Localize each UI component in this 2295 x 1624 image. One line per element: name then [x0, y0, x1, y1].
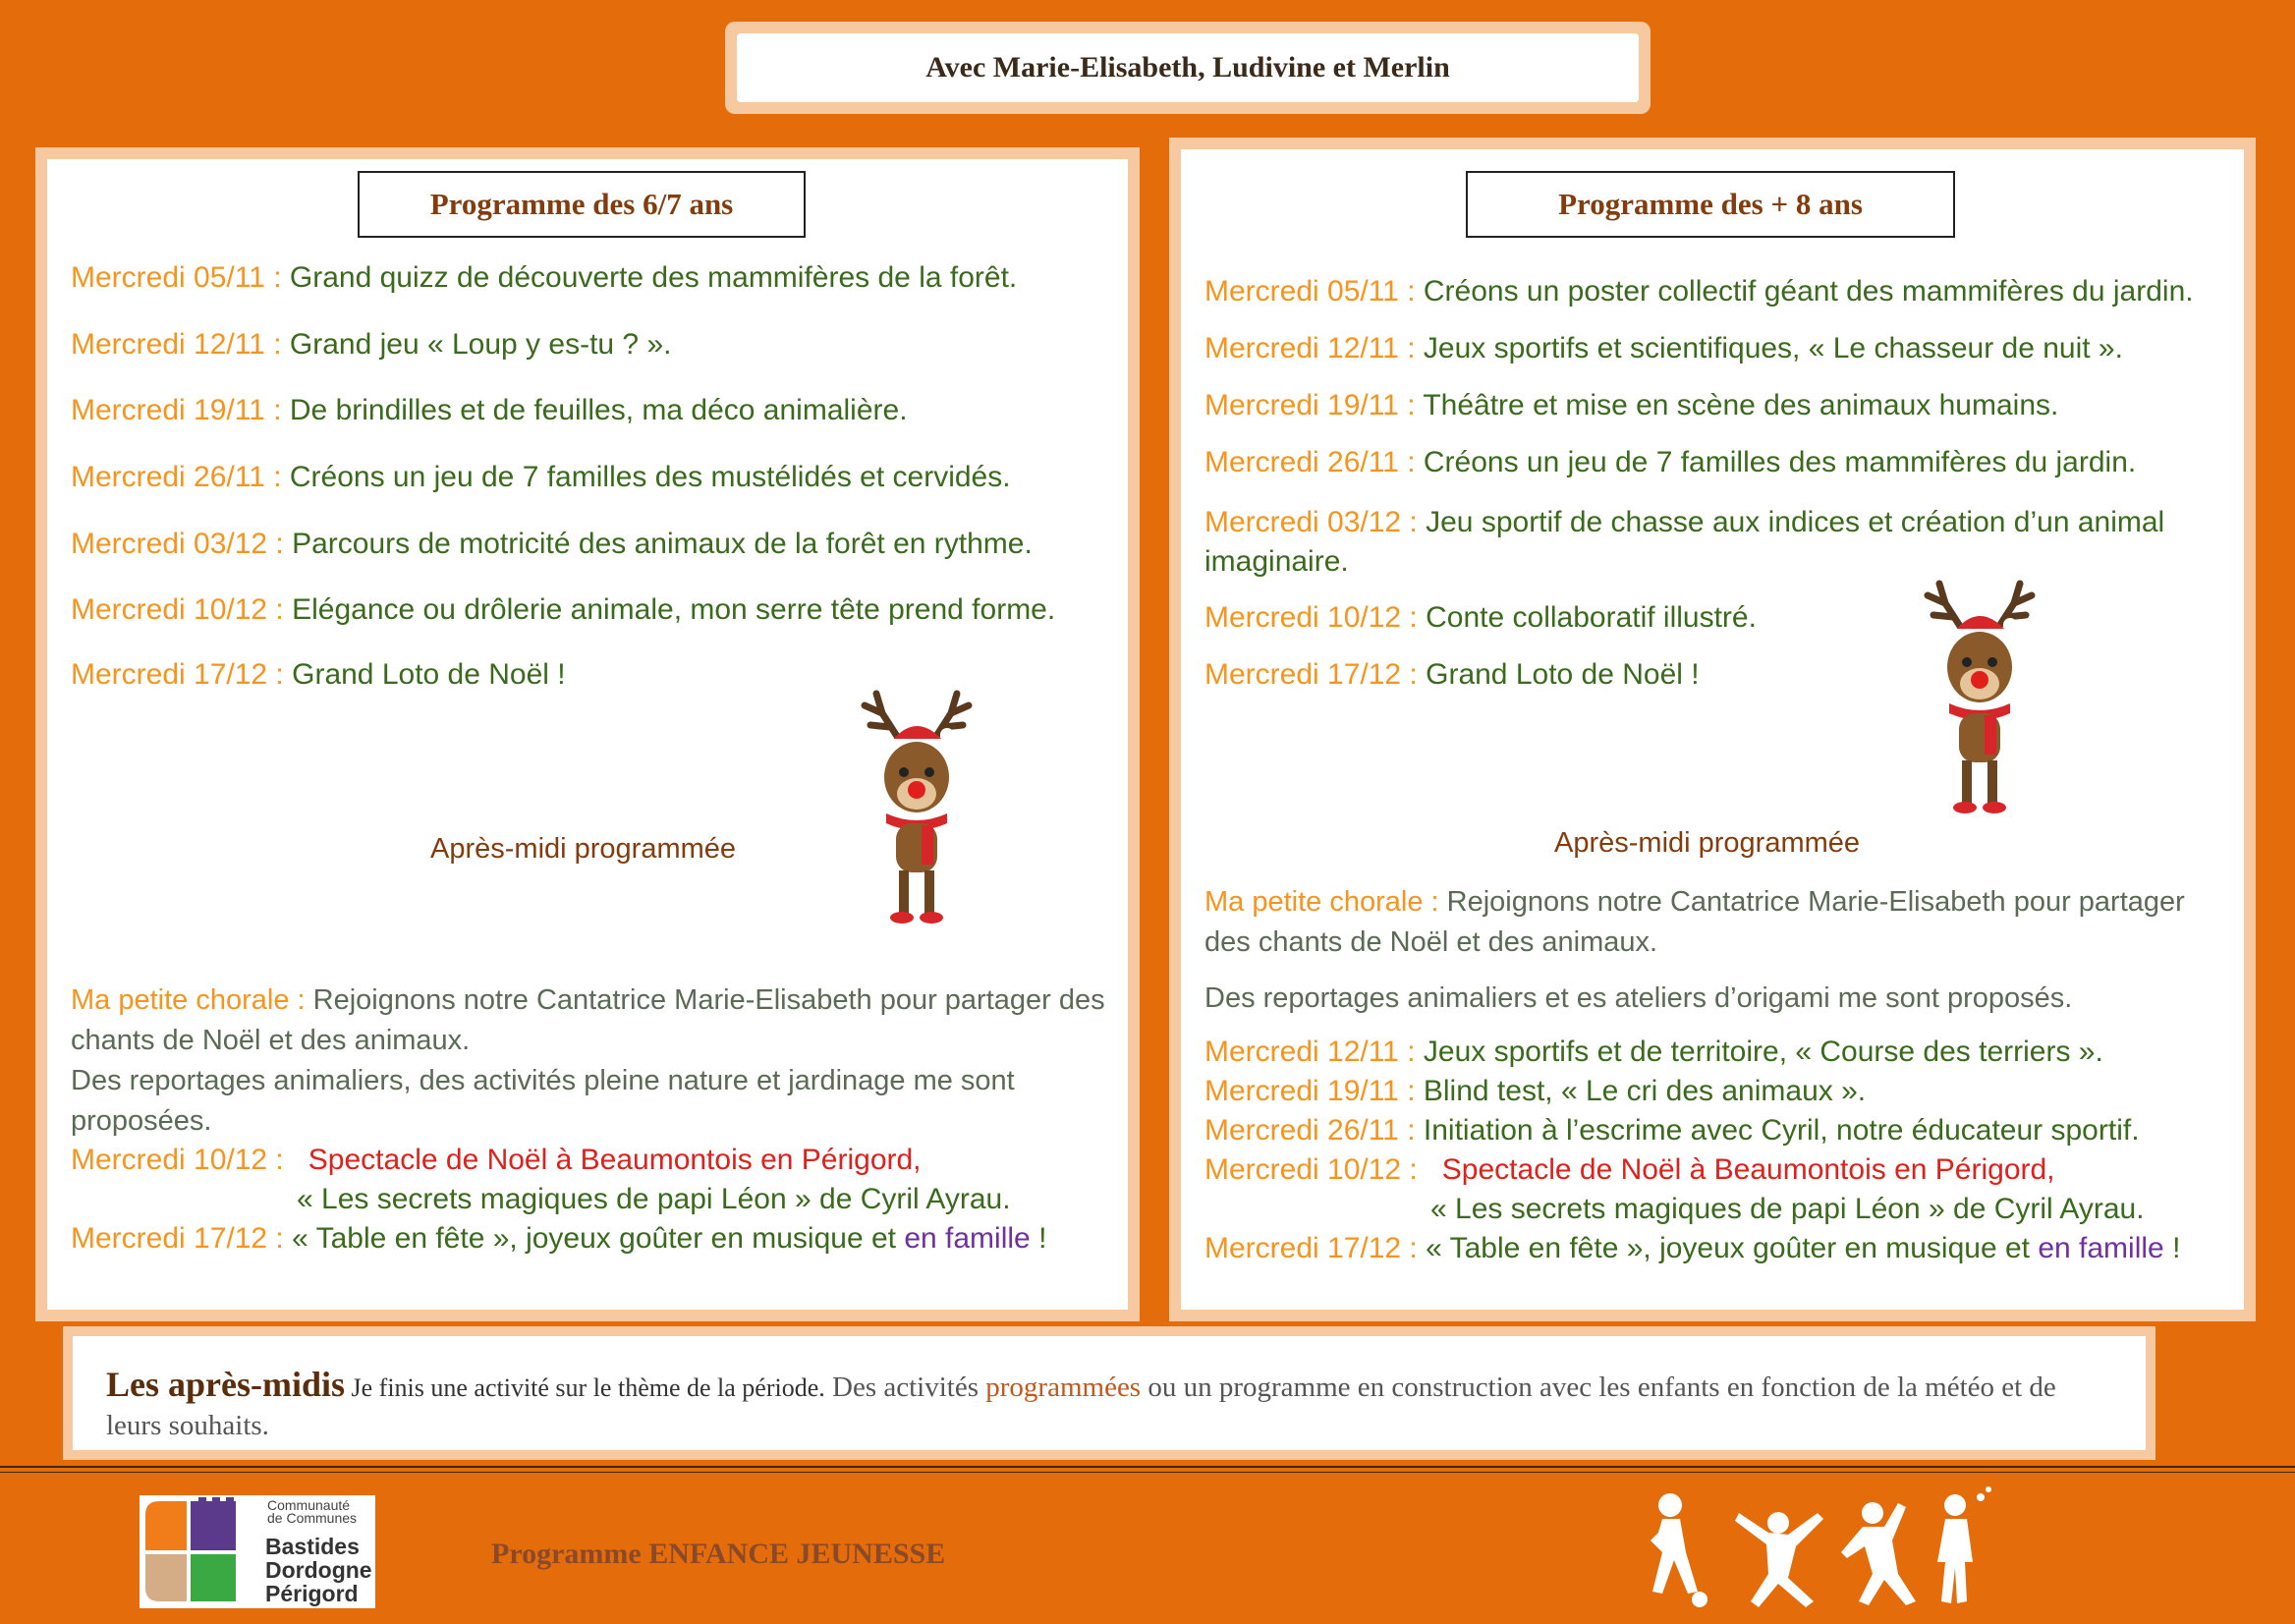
left-afternoon-label: Après-midi programmée [430, 833, 737, 865]
right-schedule-item: Mercredi 12/11 : Jeux sportifs et scientifiques, « Le chasseur de nuit ». [1204, 332, 2123, 364]
right-schedule-item: Mercredi 10/12 : Conte collaboratif illustré. [1204, 601, 1757, 634]
right-afternoon-label: Après-midi programmée [1554, 827, 1861, 859]
logo-small-text: Communauté de Communes [267, 1497, 358, 1526]
right-extra-item-cont: « Les secrets magiques de papi Léon » de Cyril Ayrau. [1430, 1193, 2145, 1225]
right-activities: Des reportages animaliers et es ateliers d’origami me sont proposés. [1204, 982, 2073, 1014]
left-schedule-item: Mercredi 19/11 : De brindilles et de feuilles, ma déco animalière. [71, 394, 908, 426]
reindeer-icon [853, 684, 980, 931]
right-chorale: Ma petite chorale : Rejoignons notre Cantatrice Marie-Elisabeth pour partager des chants de Noël et des animaux. [1204, 886, 2185, 958]
left-panel [35, 147, 1140, 1321]
left-schedule-item: Mercredi 03/12 : Parcours de motricité des animaux de la forêt en rythme. [71, 528, 1033, 560]
header-title: Avec Marie-Elisabeth, Ludivine et Merlin [737, 33, 1639, 102]
right-schedule-item: Mercredi 19/11 : Théâtre et mise en scène des animaux humains. [1204, 389, 2059, 421]
left-extra-item: Mercredi 17/12 : « Table en fête », joyeux goûter en musique et en famille ! [71, 1222, 1047, 1255]
right-extra-item: Mercredi 10/12 : Spectacle de Noël à Beaumontois en Périgord, [1204, 1153, 2055, 1186]
left-extra-item: Mercredi 10/12 : Spectacle de Noël à Beaumontois en Périgord, [71, 1144, 922, 1176]
right-panel-title: Programme des + 8 ans [1466, 171, 1955, 238]
logo-name: Bastides Dordogne Périgord [265, 1534, 372, 1606]
left-schedule-item: Mercredi 12/11 : Grand jeu « Loup y es-tu ? ». [71, 328, 672, 361]
footer-divider [0, 1466, 2295, 1468]
right-schedule-item: Mercredi 05/11 : Créons un poster collectif géant des mammifères du jardin. [1204, 275, 2194, 308]
afternoons-text: Les après-midis Je finis une activité sur le thème de la période. Des activités programmées ou un programme en construction avec les enfants en fonction de la météo et de leurs souhaits. [73, 1336, 2146, 1450]
left-schedule-item: Mercredi 26/11 : Créons un jeu de 7 familles des mustélidés et cervidés. [71, 461, 1011, 493]
right-extra-item: Mercredi 12/11 : Jeux sportifs et de territoire, « Course des terriers ». [1204, 1036, 2103, 1068]
right-schedule-item: Mercredi 26/11 : Créons un jeu de 7 familles des mammifères du jardin. [1204, 446, 2137, 478]
reindeer-icon [1916, 574, 2043, 821]
left-extra-item-cont: « Les secrets magiques de papi Léon » de Cyril Ayrau. [297, 1183, 1011, 1215]
right-extra-item: Mercredi 19/11 : Blind test, « Le cri des animaux ». [1204, 1075, 1867, 1107]
right-extra-item: Mercredi 26/11 : Initiation à l’escrime avec Cyril, notre éducateur sportif. [1204, 1114, 2140, 1147]
footer-divider [0, 1472, 2295, 1473]
community-logo [140, 1495, 375, 1608]
left-schedule-item: Mercredi 17/12 : Grand Loto de Noël ! [71, 658, 566, 691]
left-schedule-item: Mercredi 05/11 : Grand quizz de découverte des mammifères de la forêt. [71, 261, 1018, 294]
left-schedule-item: Mercredi 10/12 : Elégance ou drôlerie animale, mon serre tête prend forme. [71, 593, 1056, 626]
right-panel [1169, 138, 2256, 1321]
left-chorale: Ma petite chorale : Rejoignons notre Cantatrice Marie-Elisabeth pour partager des chants de Noël et des animaux. Des reportages animaliers, des activités pleine nature et jardinage me sont proposées. [71, 984, 1105, 1137]
right-schedule-item: Mercredi 17/12 : Grand Loto de Noël ! [1204, 658, 1700, 691]
right-schedule-item: Mercredi 03/12 : Jeu sportif de chasse aux indices et création d’un animal imaginaire. [1204, 506, 2165, 578]
afternoons-box [63, 1326, 2155, 1460]
footer-program-title: Programme ENFANCE JEUNESSE [491, 1538, 946, 1570]
right-extra-item: Mercredi 17/12 : « Table en fête », joyeux goûter en musique et en famille ! [1204, 1232, 2181, 1264]
children-silhouettes-icon [1641, 1484, 1994, 1611]
header-banner [725, 22, 1651, 114]
left-panel-title: Programme des 6/7 ans [358, 171, 806, 238]
